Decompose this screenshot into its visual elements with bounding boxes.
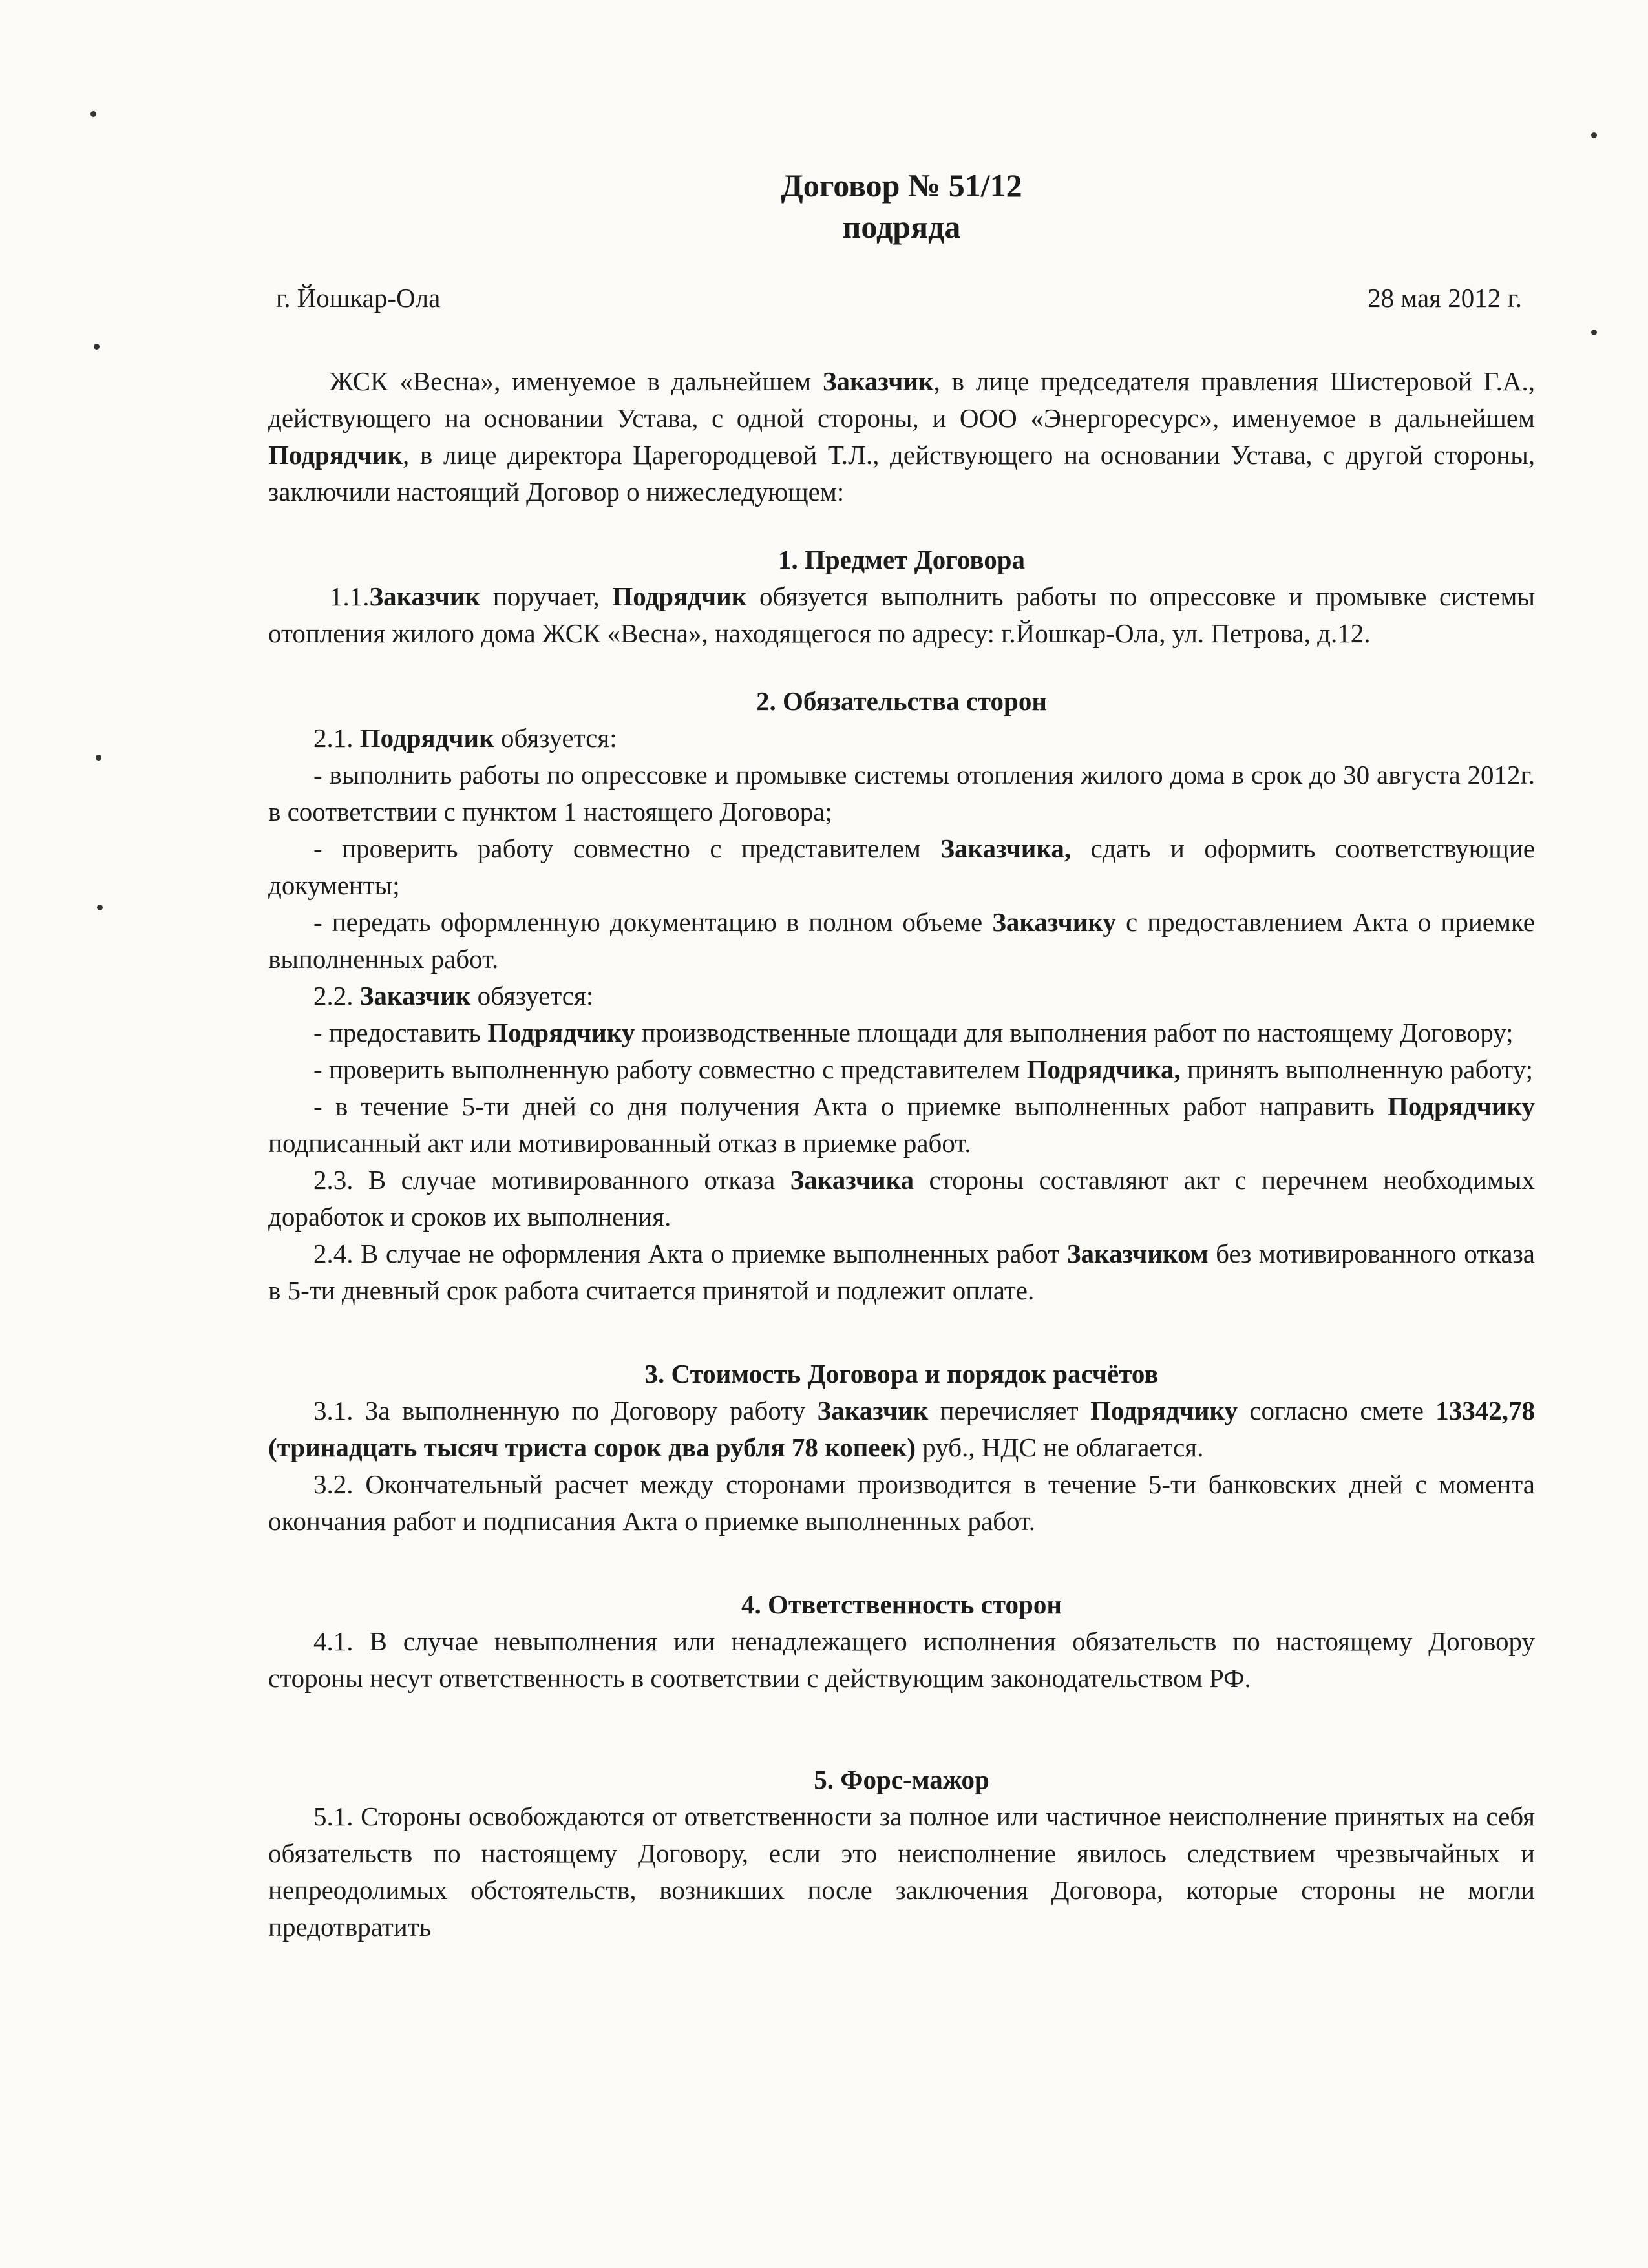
clause-2-3: 2.3. В случае мотивированного отказа Заказчика стороны составляют акт с перечнем необходимых доработок и сроков их выполнения. xyxy=(268,1165,1535,1232)
margin-dot xyxy=(1591,330,1597,335)
clause-2-2-item: - проверить выполненную работу совместно с представителем Подрядчика, принять выполненную работу; xyxy=(313,1055,1534,1084)
preamble: ЖСК «Весна», именуемое в дальнейшем Заказчик, в лице председателя правления Шистеровой Г.А., действующего на основании Устава, с одной стороны, и ООО «Энергоресурс», именуемое в дальнейшем Подрядчик, в лице директора Царегородцевой Т.Л., действующего на основании Устава, с другой стороны, заключили настоящий Договор о нижеследующем: xyxy=(268,366,1535,507)
margin-dot xyxy=(1591,132,1597,138)
section-3-heading: 3. Стоимость Договора и порядок расчётов xyxy=(644,1359,1159,1389)
section-1-heading: 1. Предмет Договора xyxy=(777,545,1026,574)
clause-2-1-item: - передать оформленную документацию в полном объеме Заказчику с предоставлением Акта о приемке выполненных работ. xyxy=(268,907,1536,974)
place-date-line xyxy=(268,280,1535,317)
document-title: Договор № 51/12 xyxy=(781,167,1022,204)
margin-dot xyxy=(90,111,96,117)
clause-5-1: 5.1. Стороны освобождаются от ответственности за полное или частичное неисполнение принятых на себя обязательств по настоящему Договору, если это неисполнение явилось следствием чрезвычайных и непреодолимых обстоятельств, возникших после заключения Договора, которые стороны не могли предотвратить xyxy=(268,1801,1535,1942)
section-2-heading: 2. Обязательства сторон xyxy=(756,686,1047,716)
clause-2-4: 2.4. В случае не оформления Акта о приемке выполненных работ Заказчиком без мотивированного отказа в 5-ти дневный срок работа считается принятой и подлежит оплате. xyxy=(268,1239,1535,1305)
clause-2-1: 2.1. Подрядчик обязуется: xyxy=(313,723,617,753)
clause-2-1-item: - выполнить работы по опрессовке и промывке системы отопления жилого дома в срок до 30 августа 2012г. в соответствии с пунктом 1 настоящего Договора; xyxy=(268,760,1535,826)
clause-3-2: 3.2. Окончательный расчет между сторонами производится в течение 5-ти банковских дней с момента окончания работ и подписания Акта о приемке выполненных работ. xyxy=(268,1469,1535,1536)
margin-dot xyxy=(96,755,101,761)
section-5-heading: 5. Форс-мажор xyxy=(814,1765,989,1794)
clause-4-1: 4.1. В случае невыполнения или ненадлежащего исполнения обязательств по настоящему Договору стороны несут ответственность в соответствии с действующим законодательством РФ. xyxy=(268,1626,1535,1693)
contract-page xyxy=(268,165,1535,1946)
margin-dot xyxy=(94,344,100,350)
section-4-heading: 4. Ответственность сторон xyxy=(741,1590,1062,1619)
clause-3-1: 3.1. За выполненную по Договору работу Заказчик перечисляет Подрядчику согласно смете 13342,78 (тринадцать тысяч триста сорок два рубля 78 копеек) руб., НДС не облагается. xyxy=(268,1396,1536,1462)
clause-2-2-item: - в течение 5-ти дней со дня получения Акта о приемке выполненных работ направить Подрядчику подписанный акт или мотивированный отказ в приемке работ. xyxy=(268,1091,1535,1158)
clause-2-1-item: - проверить работу совместно с представителем Заказчика, сдать и оформить соответствующие документы; xyxy=(268,834,1535,900)
city: г. Йошкар-Ола xyxy=(276,283,441,313)
document-subtitle: подряда xyxy=(842,209,961,245)
clause-2-2: 2.2. Заказчик обязуется: xyxy=(313,981,594,1011)
contract-date: 28 мая 2012 г. xyxy=(1368,283,1522,313)
clause-1-1: 1.1.Заказчик поручает, Подрядчик обязуется выполнить работы по опрессовке и промывке системы отопления жилого дома ЖСК «Весна», находящегося по адресу: г.Йошкар-Ола, ул. Петрова, д.12. xyxy=(268,582,1535,648)
clause-2-2-item: - предоставить Подрядчику производственные площади для выполнения работ по настоящему Договору; xyxy=(313,1018,1514,1047)
margin-dot xyxy=(97,905,103,910)
